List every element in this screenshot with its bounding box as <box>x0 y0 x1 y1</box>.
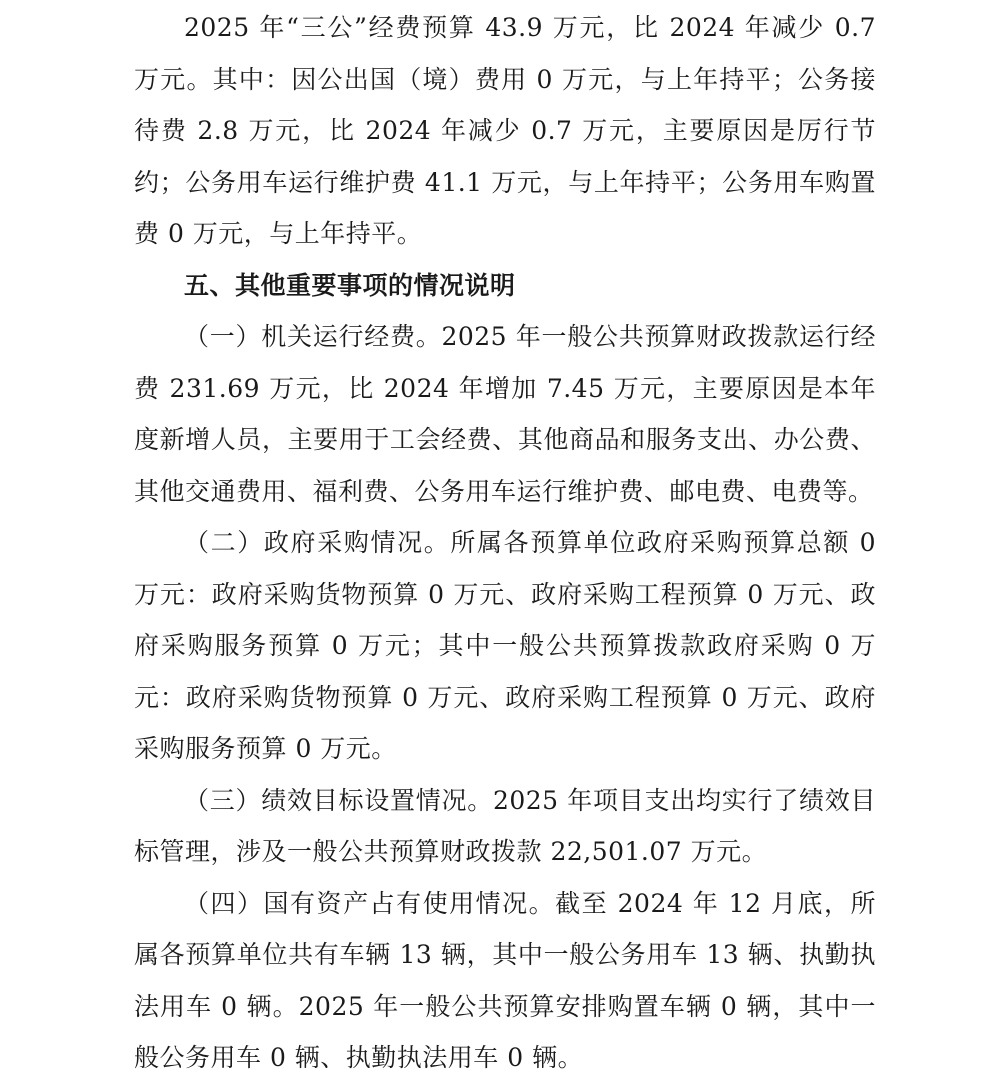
item-4-paragraph <box>134 878 876 1084</box>
item-1-paragraph <box>134 311 876 517</box>
document-body <box>134 2 876 1084</box>
three-public-funds-paragraph: 2025 年“三公”经费预算 43.9 万元，比 2024 年减少 0.7 万元。其中：因公出国（境）费用 0 万元，与上年持平；公务接待费 2.8 万元，比 2024 年减少 0.7 万元，主要原因是厉行节约；公务用车运行维护费 41.1 万元，与上年持平；公务用车购置费 0 万元，与上年持平。 <box>134 13 876 248</box>
item-4-body: 截至 2024 年 12 月底，所属各预算单位共有车辆 13 辆，其中一般公务用车 13 辆、执勤执法用车 0 辆。2025 年一般公共预算安排购置车辆 0 辆，其中一般公务用车 0 辆、执勤执法用车 0 辆。 <box>134 888 876 1072</box>
item-1-body: 2025 年一般公共预算财政拨款运行经费 231.69 万元，比 2024 年增加 7.45 万元，主要原因是本年度新增人员，主要用于工会经费、其他商品和服务支出、办公费、其他交通费用、福利费、公务用车运行维护费、邮电费、电费等。 <box>134 322 876 506</box>
item-1-lead: （一）机关运行经费。 <box>184 322 442 351</box>
item-3-paragraph <box>134 775 876 878</box>
item-2-lead: （二）政府采购情况。 <box>184 528 451 557</box>
item-3-lead: （三）绩效目标设置情况。 <box>184 785 493 815</box>
item-4-lead: （四）国有资产占有使用情况。 <box>184 888 556 918</box>
item-2-body: 所属各预算单位政府采购预算总额 0 万元：政府采购货物预算 0 万元、政府采购工程预算 0 万元、政府采购服务预算 0 万元；其中一般公共预算拨款政府采购 0 万元：政府采购货物预算 0 万元、政府采购工程预算 0 万元、政府采购服务预算 0 万元。 <box>134 528 876 763</box>
item-2-paragraph <box>134 517 876 775</box>
item-3-body: 2025 年项目支出均实行了绩效目标管理，涉及一般公共预算财政拨款 22,501.07 万元。 <box>134 785 876 866</box>
section-heading: 五、其他重要事项的情况说明 <box>184 270 516 300</box>
